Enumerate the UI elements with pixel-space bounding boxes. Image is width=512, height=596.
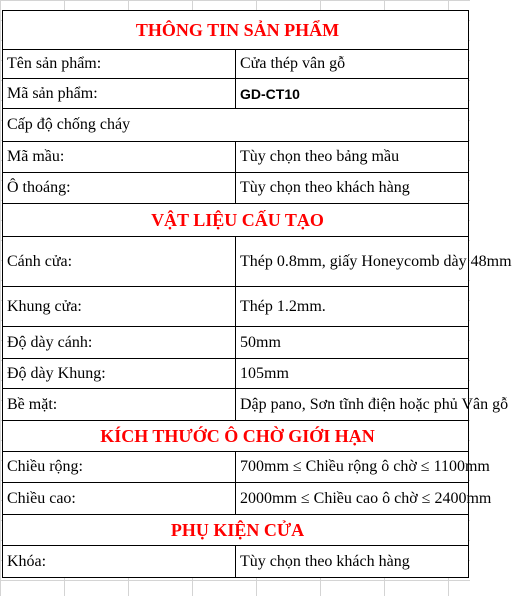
table-row [3,79,469,109]
color-code-label: Mã mầu: [3,142,236,173]
table-row [3,142,469,173]
section-header-row [3,421,469,452]
section-header-row [3,11,469,50]
height-label: Chiều cao: [3,483,236,515]
table-row [3,50,469,79]
section-title-accessories: PHỤ KIỆN CỬA [3,515,469,546]
leaf-thickness-value[interactable]: 50mm [236,327,469,359]
table-row [3,109,469,142]
table-row [3,546,469,578]
lock-label: Khóa: [3,546,236,578]
lock-value[interactable]: Tùy chọn theo khách hàng [236,546,469,578]
table-row [3,327,469,359]
height-value[interactable]: 2000mm ≤ Chiều cao ô chờ ≤ 2400mm [236,483,469,515]
width-value[interactable]: 700mm ≤ Chiều rộng ô chờ ≤ 1100mm [236,452,469,483]
fire-rating-label[interactable]: Cấp độ chống cháy [3,109,469,142]
product-name-label: Tên sản phẩm: [3,50,236,79]
table-row [3,359,469,389]
section-title-materials: VẬT LIỆU CẤU TẠO [3,204,469,237]
frame-thickness-value[interactable]: 105mm [236,359,469,389]
frame-thickness-label: Độ dày Khung: [3,359,236,389]
section-header-row [3,515,469,546]
surface-value[interactable]: Dập pano, Sơn tĩnh điện hoặc phủ Vân gỗ [236,389,469,421]
table-row [3,287,469,327]
vent-label: Ô thoáng: [3,173,236,204]
surface-label: Bề mặt: [3,389,236,421]
section-title-dimensions: KÍCH THƯỚC Ô CHỜ GIỚI HẠN [3,421,469,452]
table-row [3,389,469,421]
color-code-value[interactable]: Tùy chọn theo bảng mầu [236,142,469,173]
door-frame-label: Khung cửa: [3,287,236,327]
table-row [3,237,469,287]
door-frame-value[interactable]: Thép 1.2mm. [236,287,469,327]
table-row [3,173,469,204]
vent-value[interactable]: Tùy chọn theo khách hàng [236,173,469,204]
leaf-thickness-label: Độ dày cánh: [3,327,236,359]
width-label: Chiều rộng: [3,452,236,483]
product-name-value[interactable]: Cửa thép vân gỗ [236,50,469,79]
table-row [3,452,469,483]
table-row [3,483,469,515]
product-code-value[interactable]: GD-CT10 [236,79,469,109]
product-code-label: Mã sản phẩm: [3,79,236,109]
door-leaf-value[interactable]: Thép 0.8mm, giấy Honeycomb dày 48mm [236,237,469,287]
section-title-product-info: THÔNG TIN SẢN PHẨM [3,11,469,50]
product-spec-table [2,10,512,578]
section-header-row [3,204,469,237]
door-leaf-label: Cánh cửa: [3,237,236,287]
